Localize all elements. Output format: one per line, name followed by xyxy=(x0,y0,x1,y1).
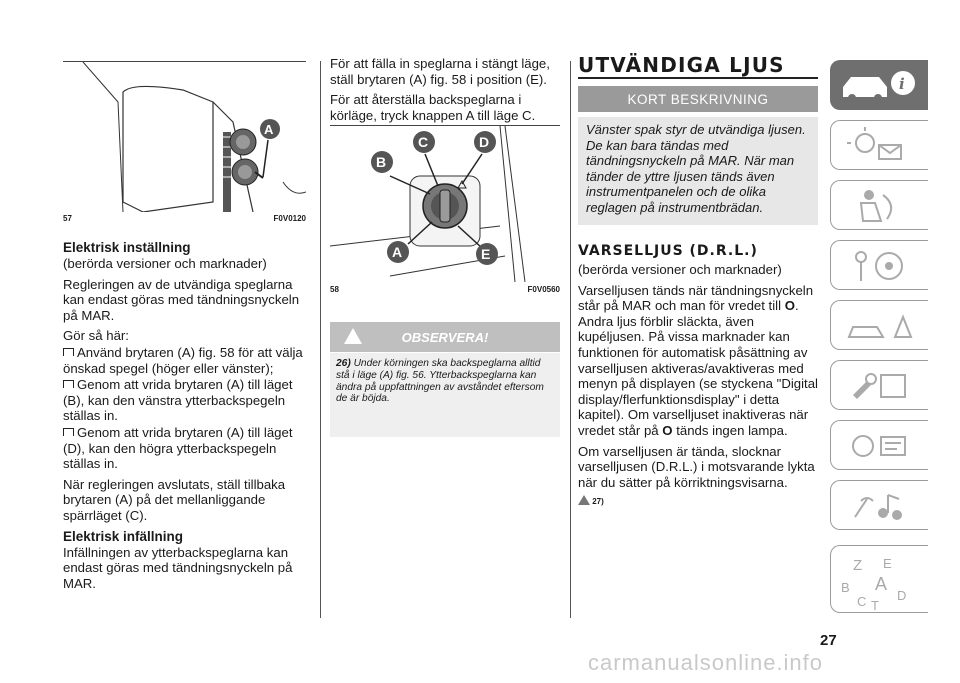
section-title: UTVÄNDIGA LJUS xyxy=(578,53,785,77)
fig58-number: 58 xyxy=(330,285,339,294)
col1-para-gor: Gör så här: xyxy=(63,328,129,344)
warning-icon xyxy=(578,495,590,505)
svg-text:Z: Z xyxy=(853,557,863,574)
breakdown-icon xyxy=(831,301,929,351)
fig58-label-c: C xyxy=(418,134,429,150)
tab-safety[interactable] xyxy=(830,180,928,230)
column-2-text xyxy=(330,56,562,128)
svg-text:T: T xyxy=(871,598,879,613)
bullet-icon xyxy=(63,348,74,356)
watermark: carmanualsonline.info xyxy=(588,650,824,675)
mirror-switch-illustration xyxy=(330,126,560,282)
fig57-caption xyxy=(63,214,306,223)
tab-car-info[interactable] xyxy=(830,60,928,110)
tab-starting-driving[interactable] xyxy=(830,240,928,290)
fig58-label-a: A xyxy=(392,244,403,260)
col1-para-infallning: Infällningen av ytterbackspeglarna kan endast göras med tändningsnyckeln på MAR. xyxy=(63,544,293,591)
page-number: 27 xyxy=(820,632,837,649)
col1-para-reglering: Regleringen av de utvändiga speglarna kan endast göras med tändningsnyckeln på MAR. xyxy=(63,276,300,323)
o-position-symbol-2: O xyxy=(662,422,673,438)
varselljus-heading: VARSELLJUS (D.R.L.) xyxy=(578,243,758,259)
fig58-label-b: B xyxy=(376,154,387,170)
car-info-icon xyxy=(831,61,929,111)
observera-number: 26) xyxy=(336,358,351,369)
svg-text:D: D xyxy=(897,588,907,603)
bullet-icon xyxy=(63,428,74,436)
multimedia-icon xyxy=(831,481,929,531)
warning-icon xyxy=(344,328,362,344)
o-position-symbol: O xyxy=(784,298,795,314)
maintenance-icon xyxy=(831,361,929,411)
figure-58 xyxy=(330,126,560,282)
key-steering-icon xyxy=(831,241,929,291)
svg-text:E: E xyxy=(883,556,892,571)
observera-body xyxy=(330,353,560,437)
col1-para-avslutats: När regleringen avslutats, ställ tillbaka brytaren (A) på det mellanliggande spärrläget (C). xyxy=(63,476,286,523)
col1-versions: (berörda versioner och marknader) xyxy=(63,256,267,271)
heading-elektrisk-installning: Elektrisk inställning xyxy=(63,240,191,255)
fig57-code: F0V0120 xyxy=(273,214,306,223)
svg-text:C: C xyxy=(857,594,867,609)
observera-title: OBSERVERA! xyxy=(401,329,489,345)
technical-data-icon xyxy=(831,421,929,471)
column-1 xyxy=(63,236,309,596)
col3-para-slocknar: Om varselljusen är tända, slocknar varselljusen (D.R.L.) i motsvarande lykta när du sätter på körriktningsvisarna. xyxy=(578,443,815,490)
svg-text:B: B xyxy=(841,580,850,595)
col3-versions: (berörda versioner och marknader) xyxy=(578,262,782,277)
fig58-label-d: D xyxy=(479,134,490,150)
fig58-caption xyxy=(330,285,560,294)
title-rule xyxy=(578,77,818,79)
svg-text:A: A xyxy=(875,574,888,594)
tab-index[interactable] xyxy=(830,545,928,613)
column-divider-1 xyxy=(320,61,321,618)
column-divider-2 xyxy=(570,61,571,618)
heading-elektrisk-infallning: Elektrisk infällning xyxy=(63,528,184,544)
fig57-number: 57 xyxy=(63,214,72,223)
tab-maintenance[interactable] xyxy=(830,360,928,410)
kort-beskrivning-header: KORT BESKRIVNING xyxy=(578,86,818,112)
tab-dashboard[interactable] xyxy=(830,120,928,170)
column-3-text xyxy=(578,262,822,506)
tab-technical[interactable] xyxy=(830,420,928,470)
fig58-label-e: E xyxy=(481,246,491,262)
svg-text:i: i xyxy=(899,75,905,93)
col3-para-varselljus: Varselljusen tänds när tändningsnyckeln står på MAR och man för vredet till O. Andra ljus förblir släckta, även kupéljusen. På vissa marknader kan funktionen för automatisk påsättning av varselljusen aktiveras/avaktiveras med menyn på displayen (se styckena "Digital display/flerfunktionsdisplay" i detta kapitel). Om varselljuset inaktiveras när vredet står på O tänds ingen lampa. xyxy=(578,282,818,438)
bullet-2: Genom att vrida brytaren (A) till läget (B), kan den vänstra ytterbackspegeln ställas in. xyxy=(63,377,293,424)
airbag-safety-icon xyxy=(831,181,929,231)
bullet-3: Genom att vrida brytaren (A) till läget (D), kan den högra ytterbackspegeln ställas in. xyxy=(63,424,293,472)
col2-para-aterstalla: För att återställa backspeglarna i körläge, tryck knappen A till läge C. xyxy=(330,92,536,123)
observera-text: Under körningen ska backspeglarna alltid stå i läge (A) fig. 56. Ytterbackspeglarna kan ändra på uppfattningen av avståndet eftersom de är böjda. xyxy=(336,358,544,405)
observera-header xyxy=(330,322,560,352)
index-icon xyxy=(831,546,929,614)
fig57-label-a: A xyxy=(264,122,274,137)
dashboard-warning-icon xyxy=(831,121,929,171)
figure-57 xyxy=(63,62,306,212)
col2-para-falla: För att fälla in speglarna i stängt läge, ställ brytaren (A) fig. 58 i position (E). xyxy=(330,56,550,87)
tab-multimedia[interactable] xyxy=(830,480,928,530)
warning-reference: 27) xyxy=(578,495,822,506)
mirror-illustration xyxy=(63,62,306,212)
bullet-icon xyxy=(63,380,74,388)
fig58-code: F0V0560 xyxy=(527,285,560,294)
kort-beskrivning-body: Vänster spak styr de utvändiga ljusen. De kan bara tändas med tändningsnyckeln på MAR. När man tänder de yttre ljusen tänds även instrumentpanelen och de olika reglagen på instrumentbrädan. xyxy=(578,117,818,225)
tab-emergency[interactable] xyxy=(830,300,928,350)
bullet-1: Använd brytaren (A) fig. 58 för att välja önskad spegel (höger eller vänster); xyxy=(63,344,303,376)
